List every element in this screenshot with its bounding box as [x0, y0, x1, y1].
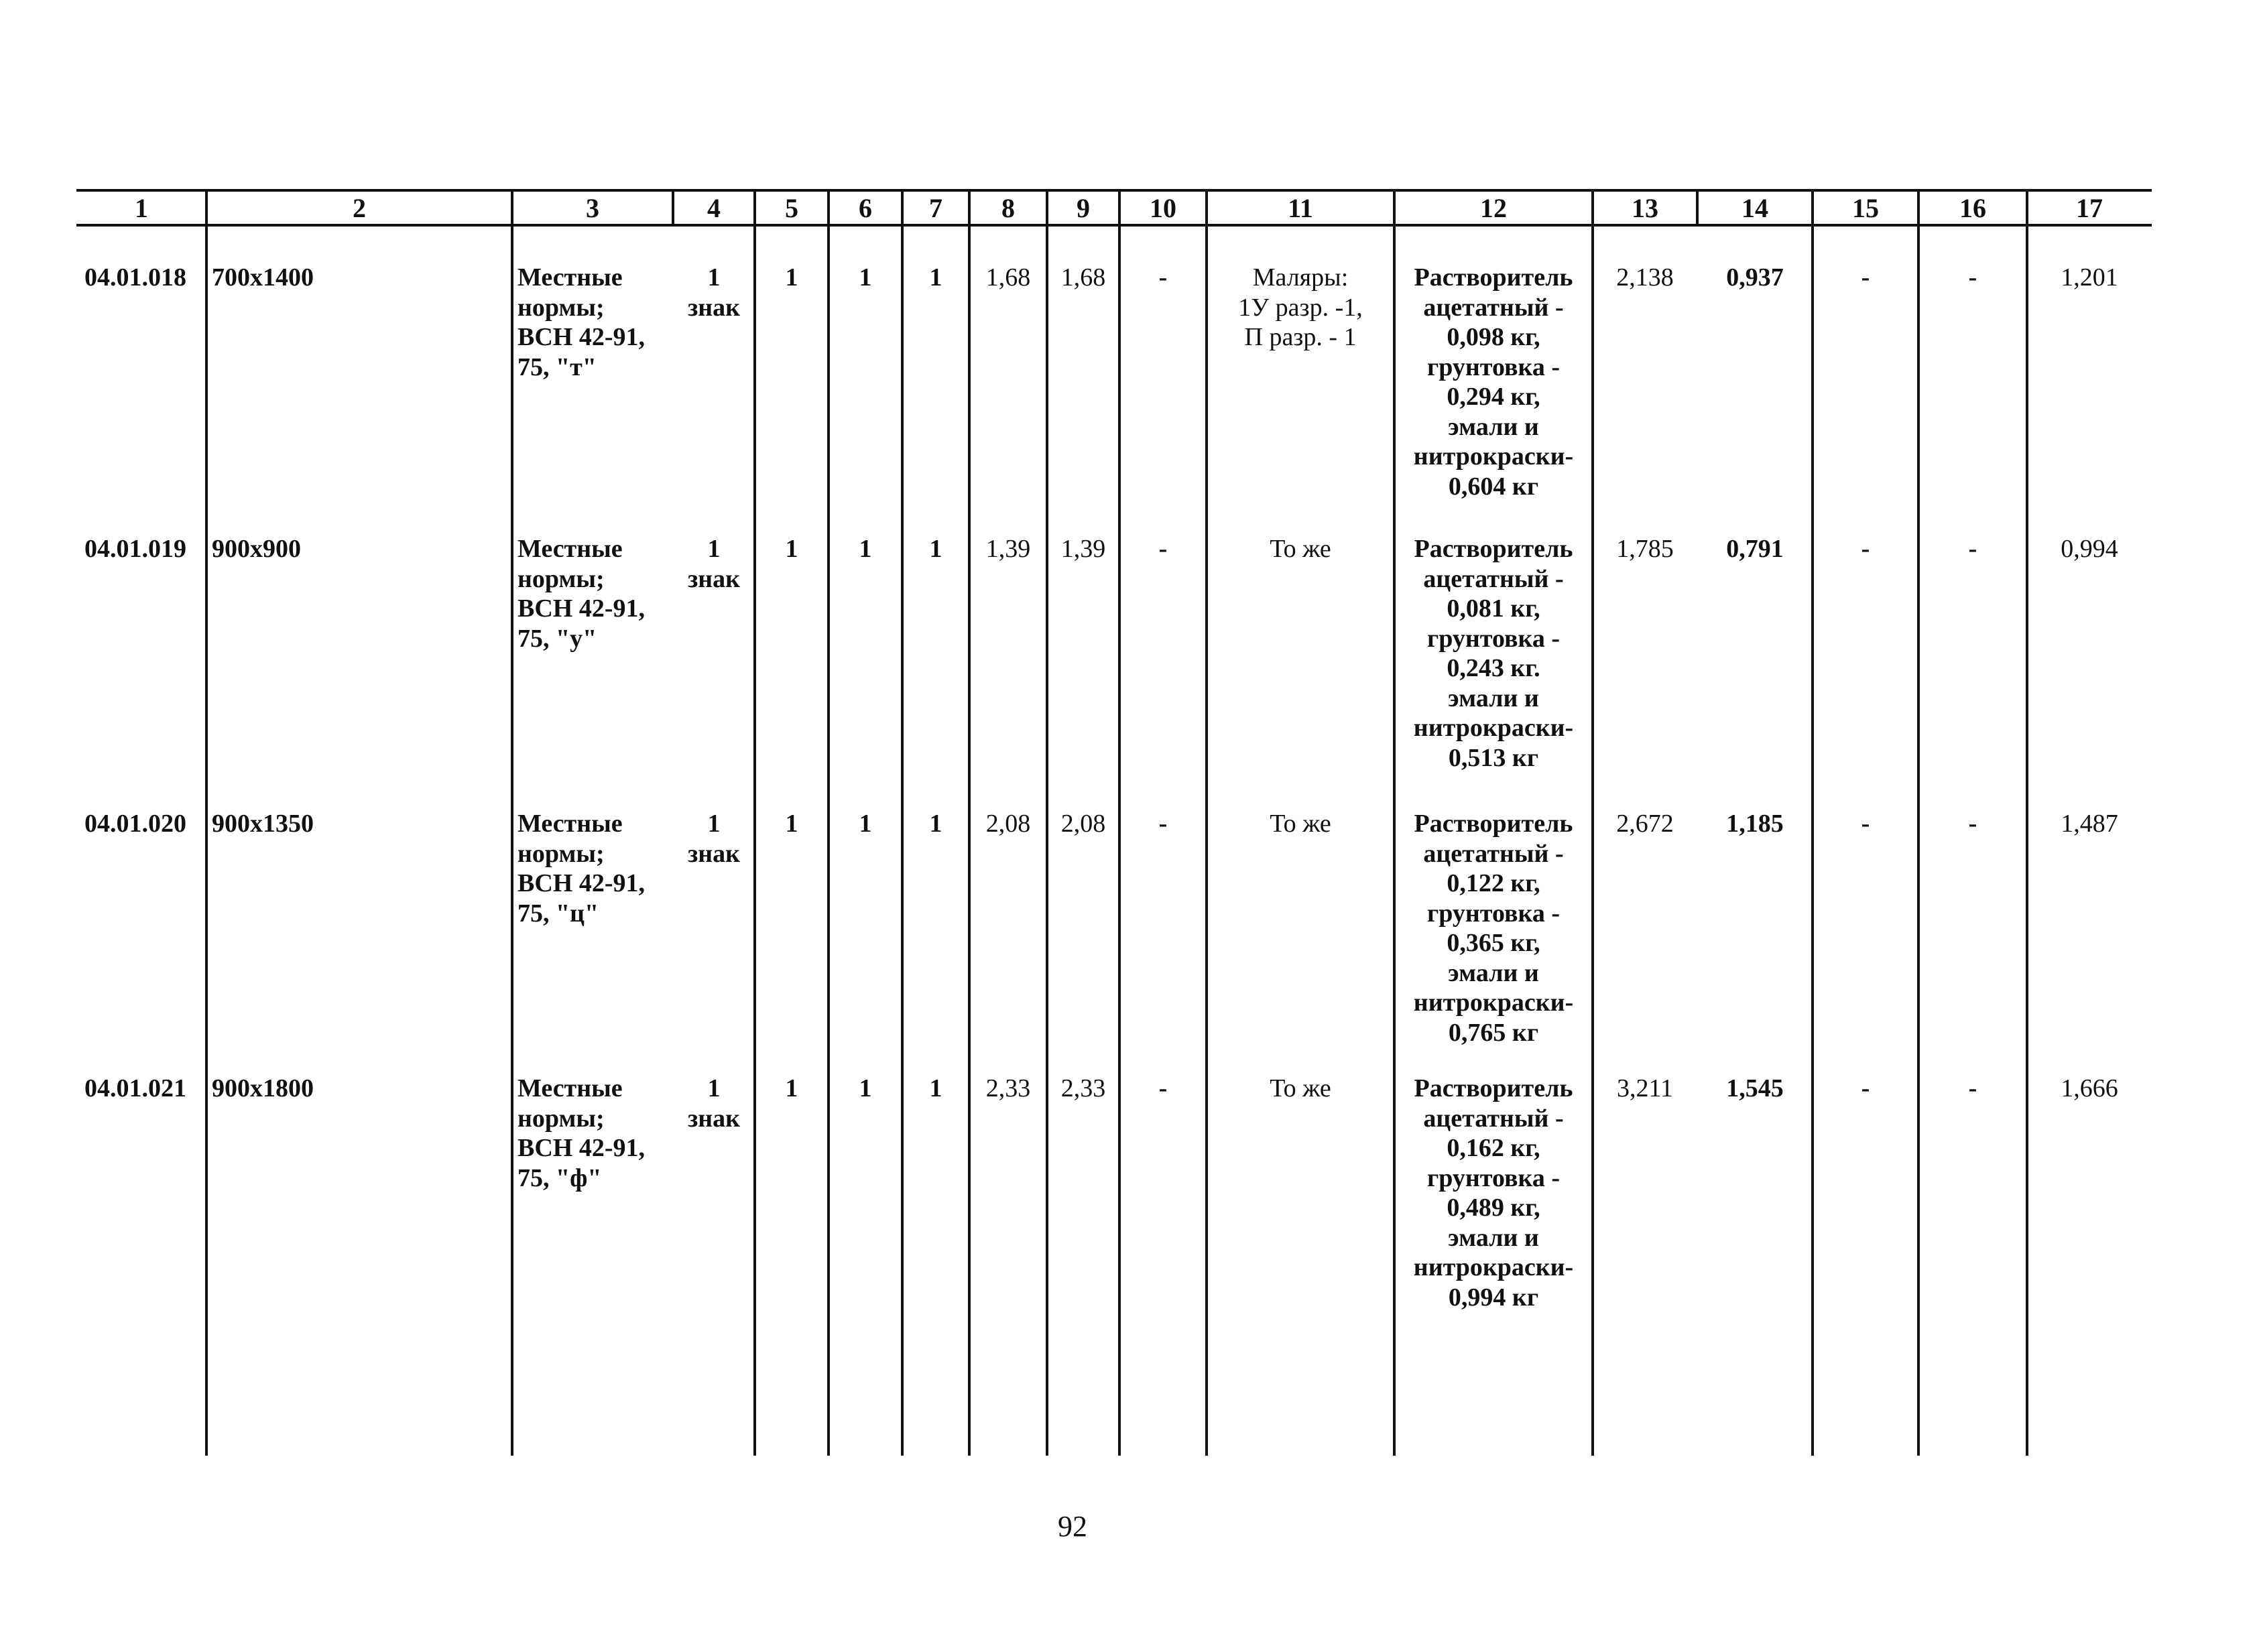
col5-value: 1 — [785, 535, 798, 563]
workers-composition-line: Маляры: — [1252, 263, 1349, 292]
materials-list-line: Растворитель — [1414, 1074, 1573, 1102]
norm-source-line: ВСН 42-91, — [517, 323, 645, 351]
column-divider — [1205, 190, 1208, 1456]
col16-value: - — [1968, 810, 1977, 838]
materials-list-line: 0,162 кг, — [1447, 1134, 1540, 1162]
unit-of-measure-line: 1 — [707, 1074, 721, 1102]
column-number-header: 1 — [135, 193, 148, 223]
col7-value: 1 — [929, 1074, 942, 1102]
workers-composition — [1211, 1074, 1390, 1104]
column-number-header: 4 — [707, 193, 721, 223]
col8-value: 1,68 — [985, 263, 1031, 292]
col7-value: 1 — [929, 535, 942, 563]
column-divider — [901, 190, 904, 1456]
size-value: 900x900 — [212, 535, 301, 563]
unit-of-measure — [677, 263, 751, 322]
column-number-header: 2 — [353, 193, 366, 223]
column-number-header: 14 — [1741, 193, 1768, 223]
norm-code: 04.01.020 — [84, 810, 186, 838]
norm-source-line: ВСН 42-91, — [517, 594, 645, 623]
column-divider — [205, 190, 208, 1456]
workers-composition-line: То же — [1270, 1074, 1331, 1102]
page-number: 92 — [1058, 1510, 1087, 1543]
norm-source — [517, 1074, 668, 1193]
workers-composition-line: То же — [1270, 535, 1331, 563]
materials-list-line: эмали и — [1448, 1223, 1539, 1252]
norm-source-line: ВСН 42-91, — [517, 1134, 645, 1162]
materials-list-line: 0,081 кг, — [1447, 594, 1540, 623]
col14-value: 0,791 — [1726, 535, 1784, 563]
col10-value: - — [1158, 535, 1168, 563]
col14-value: 1,545 — [1726, 1074, 1784, 1102]
header-bottom-rule — [76, 224, 2152, 227]
column-number-header: 6 — [859, 193, 872, 223]
column-number-header: 7 — [929, 193, 942, 223]
col16-value: - — [1968, 535, 1977, 563]
materials-list-line: эмали и — [1448, 684, 1539, 712]
norm-source-line: 75, "т" — [517, 353, 597, 381]
col13-value: 2,672 — [1616, 810, 1674, 838]
materials-list-line: грунтовка - — [1427, 1163, 1560, 1192]
materials-list-line: ацетатный - — [1423, 839, 1564, 868]
size-value: 900x1350 — [212, 810, 314, 838]
col10-value: - — [1158, 1074, 1168, 1102]
unit-of-measure-line: знак — [687, 1104, 741, 1133]
materials-list-line: эмали и — [1448, 958, 1539, 987]
workers-composition-line: П разр. - 1 — [1244, 323, 1357, 351]
col6-value: 1 — [859, 263, 872, 292]
materials-list-line: ацетатный - — [1423, 1104, 1564, 1133]
materials-list — [1398, 809, 1589, 1047]
materials-list-line: ацетатный - — [1423, 564, 1564, 593]
col10-value: - — [1158, 810, 1168, 838]
col6-value: 1 — [859, 810, 872, 838]
materials-list-line: эмали и — [1448, 412, 1539, 441]
norm-source-line: нормы; — [517, 1104, 605, 1133]
column-divider — [1591, 190, 1594, 1456]
col14-value: 1,185 — [1726, 810, 1784, 838]
col16-value: - — [1968, 1074, 1977, 1102]
materials-list-line: нитрокраски- — [1413, 442, 1574, 470]
col13-value: 3,211 — [1616, 1074, 1674, 1102]
norm-source-line: 75, "у" — [517, 624, 597, 653]
norm-source-line: 75, "ф" — [517, 1163, 602, 1192]
workers-composition-line: 1У разр. -1, — [1238, 293, 1363, 322]
column-number-header: 8 — [1001, 193, 1015, 223]
materials-list-line: 0,994 кг — [1448, 1283, 1539, 1312]
norm-source — [517, 809, 668, 928]
norm-code: 04.01.021 — [84, 1074, 186, 1102]
col15-value: - — [1861, 535, 1870, 563]
workers-composition-line: То же — [1270, 810, 1331, 838]
norm-source-line: нормы; — [517, 293, 605, 322]
column-divider — [753, 190, 756, 1456]
workers-composition — [1211, 809, 1390, 839]
column-divider — [1118, 190, 1121, 1456]
col8-value: 1,39 — [985, 535, 1031, 563]
materials-list-line: 0,122 кг, — [1447, 869, 1540, 897]
materials-list — [1398, 534, 1589, 773]
column-number-header: 15 — [1852, 193, 1879, 223]
unit-of-measure-line: знак — [687, 293, 741, 322]
workers-composition — [1211, 263, 1390, 353]
norm-source-line: нормы; — [517, 839, 605, 868]
col5-value: 1 — [785, 263, 798, 292]
column-divider — [1811, 190, 1814, 1456]
materials-list-line: 0,243 кг. — [1447, 654, 1540, 682]
norm-source — [517, 263, 668, 382]
unit-of-measure-line: 1 — [707, 810, 721, 838]
column-number-header: 13 — [1632, 193, 1658, 223]
col6-value: 1 — [859, 1074, 872, 1102]
size-value: 900x1800 — [212, 1074, 314, 1102]
materials-list-line: нитрокраски- — [1413, 1253, 1574, 1281]
materials-list-line: грунтовка - — [1427, 624, 1560, 653]
col14-value: 0,937 — [1726, 263, 1784, 292]
column-divider — [827, 190, 830, 1456]
norm-source-line: 75, "ц" — [517, 899, 599, 928]
col8-value: 2,08 — [985, 810, 1031, 838]
unit-of-measure-line: знак — [687, 564, 741, 593]
col5-value: 1 — [785, 810, 798, 838]
col13-value: 1,785 — [1616, 535, 1674, 563]
materials-list-line: 0,098 кг, — [1447, 323, 1540, 351]
column-number-header: 9 — [1077, 193, 1090, 223]
col9-value: 1,68 — [1060, 263, 1106, 292]
col17-value: 0,994 — [2061, 535, 2118, 563]
materials-list-line: Растворитель — [1414, 810, 1573, 838]
materials-list-line: 0,765 кг — [1448, 1018, 1539, 1047]
col9-value: 2,08 — [1060, 810, 1106, 838]
col5-value: 1 — [785, 1074, 798, 1102]
col10-value: - — [1158, 263, 1168, 292]
col9-value: 1,39 — [1060, 535, 1106, 563]
unit-of-measure-line: 1 — [707, 263, 721, 292]
column-number-header: 16 — [1959, 193, 1986, 223]
materials-list-line: Растворитель — [1414, 263, 1573, 292]
col6-value: 1 — [859, 535, 872, 563]
materials-list-line: 0,513 кг — [1448, 743, 1539, 772]
col15-value: - — [1861, 1074, 1870, 1102]
norm-source — [517, 534, 668, 653]
norm-code: 04.01.018 — [84, 263, 186, 292]
unit-of-measure-line: знак — [687, 839, 741, 868]
col15-value: - — [1861, 810, 1870, 838]
col8-value: 2,33 — [985, 1074, 1031, 1102]
materials-list-line: грунтовка - — [1427, 353, 1560, 381]
materials-list-line: нитрокраски- — [1413, 989, 1574, 1017]
column-divider — [1393, 190, 1396, 1456]
norms-table — [76, 189, 2152, 1456]
col17-value: 1,487 — [2061, 810, 2118, 838]
materials-list-line: ацетатный - — [1423, 293, 1564, 322]
norm-source-line: ВСН 42-91, — [517, 869, 645, 897]
norm-source-line: Местные — [517, 535, 623, 563]
materials-list-line: 0,489 кг, — [1447, 1194, 1540, 1222]
materials-list-line: грунтовка - — [1427, 899, 1560, 928]
workers-composition — [1211, 534, 1390, 564]
materials-list-line: 0,294 кг, — [1447, 383, 1540, 411]
column-number-header: 3 — [586, 193, 599, 223]
materials-list-line: Растворитель — [1414, 535, 1573, 563]
unit-of-measure-line: 1 — [707, 535, 721, 563]
column-divider — [511, 190, 513, 1456]
col13-value: 2,138 — [1616, 263, 1674, 292]
materials-list-line: 0,365 кг, — [1447, 929, 1540, 957]
column-number-header: 11 — [1288, 193, 1313, 223]
norm-code: 04.01.019 — [84, 535, 186, 563]
size-value: 700x1400 — [212, 263, 314, 292]
column-number-header: 10 — [1150, 193, 1176, 223]
col9-value: 2,33 — [1060, 1074, 1106, 1102]
column-number-header: 5 — [785, 193, 798, 223]
materials-list — [1398, 263, 1589, 501]
col16-value: - — [1968, 263, 1977, 292]
col17-value: 1,666 — [2061, 1074, 2118, 1102]
norm-source-line: нормы; — [517, 564, 605, 593]
column-divider — [968, 190, 971, 1456]
col7-value: 1 — [929, 810, 942, 838]
materials-list — [1398, 1074, 1589, 1312]
materials-list-line: нитрокраски- — [1413, 714, 1574, 742]
column-divider — [1917, 190, 1920, 1456]
col15-value: - — [1861, 263, 1870, 292]
materials-list-line: 0,604 кг — [1448, 472, 1539, 501]
unit-of-measure — [677, 1074, 751, 1133]
column-number-header: 17 — [2076, 193, 2103, 223]
table-top-rule — [76, 189, 2152, 192]
norm-source-line: Местные — [517, 1074, 623, 1102]
unit-of-measure — [677, 534, 751, 594]
column-divider — [1046, 190, 1048, 1456]
column-number-header: 12 — [1480, 193, 1507, 223]
norm-source-line: Местные — [517, 263, 623, 292]
column-divider — [2026, 190, 2028, 1456]
norm-source-line: Местные — [517, 810, 623, 838]
col17-value: 1,201 — [2061, 263, 2118, 292]
unit-of-measure — [677, 809, 751, 869]
col7-value: 1 — [929, 263, 942, 292]
